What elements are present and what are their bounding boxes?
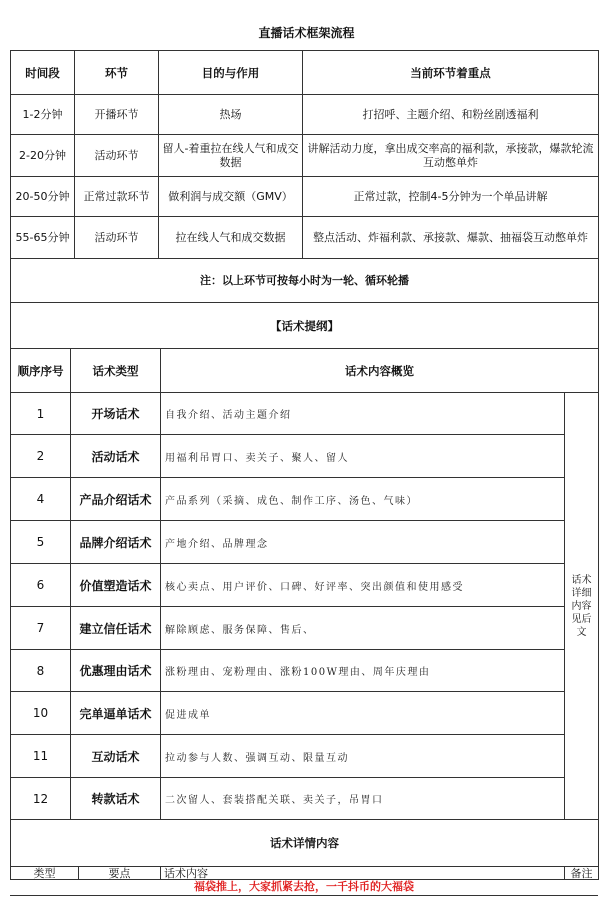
outline-header-row: [11, 349, 599, 393]
row-stage: 正常过款环节: [75, 177, 159, 217]
row-content: 促进成单: [161, 692, 565, 735]
row-time: 55-65分钟: [11, 217, 75, 259]
row-time: 20-50分钟: [11, 177, 75, 217]
outline-row: [11, 778, 599, 820]
row-type: 完单逼单话术: [71, 692, 161, 735]
document-title: 直播话术框架流程: [258, 26, 355, 40]
row-content: 用福利吊胃口、卖关子、聚人、留人: [161, 435, 565, 478]
outline-row: [11, 692, 599, 735]
header-category: 类型: [11, 867, 79, 880]
framework-row: [11, 177, 599, 217]
header-content: 话术内容概览: [161, 349, 599, 393]
row-seq: 2: [11, 435, 71, 478]
row-seq: 10: [11, 692, 71, 735]
row-type: 价值塑造话术: [71, 564, 161, 607]
row-purpose: 留人-着重拉在线人气和成交数据: [159, 135, 303, 177]
outline-section-title: 【话术提纲】: [11, 303, 599, 349]
row-focus: 讲解活动力度，拿出成交率高的福利款，承接款，爆款轮流互动憋单炸: [303, 135, 599, 177]
row-seq: 5: [11, 521, 71, 564]
header-key-points: 要点: [79, 867, 161, 880]
row-type: 品牌介绍话术: [71, 521, 161, 564]
row-purpose: 热场: [159, 95, 303, 135]
row-stage: 活动环节: [75, 217, 159, 259]
row-content: 涨粉理由、宠粉理由、涨粉100W理由、周年庆理由: [161, 650, 565, 692]
row-seq: 11: [11, 735, 71, 778]
row-type: 建立信任话术: [71, 607, 161, 650]
details-title-row: [11, 820, 599, 867]
row-stage: 开播环节: [75, 95, 159, 135]
header-type: 话术类型: [71, 349, 161, 393]
row-focus: 打招呼、主题介绍、和粉丝剧透福利: [303, 95, 599, 135]
header-focus: 当前环节着重点: [303, 51, 599, 95]
bottom-divider: [10, 895, 598, 896]
row-focus: 整点活动、炸福利款、承接款、爆款、抽福袋互动憋单炸: [303, 217, 599, 259]
outline-row: [11, 650, 599, 692]
outline-row: [11, 521, 599, 564]
row-purpose: 做利润与成交额（GMV）: [159, 177, 303, 217]
header-purpose: 目的与作用: [159, 51, 303, 95]
row-seq: 7: [11, 607, 71, 650]
framework-header-row: [11, 51, 599, 95]
outline-row: [11, 478, 599, 521]
row-type: 优惠理由话术: [71, 650, 161, 692]
framework-note: 注：以上环节可按每小时为一轮、循环轮播: [11, 259, 599, 303]
header-time: 时间段: [11, 51, 75, 95]
row-time: 2-20分钟: [11, 135, 75, 177]
header-stage: 环节: [75, 51, 159, 95]
outline-side-note: 话术详细内容见后文: [565, 393, 599, 820]
header-remarks: 备注: [565, 867, 599, 880]
header-script-content: 话术内容: [161, 867, 565, 880]
row-type: 产品介绍话术: [71, 478, 161, 521]
outline-table: [10, 348, 599, 820]
row-type: 活动话术: [71, 435, 161, 478]
row-seq: 1: [11, 393, 71, 435]
row-seq: 8: [11, 650, 71, 692]
outline-row: [11, 393, 599, 435]
outline-row: [11, 564, 599, 607]
row-type: 互动话术: [71, 735, 161, 778]
row-seq: 4: [11, 478, 71, 521]
outline-row: [11, 435, 599, 478]
details-table: [10, 819, 599, 880]
row-content: 解除顾虑、服务保障、售后、: [161, 607, 565, 650]
outline-row: [11, 607, 599, 650]
promo-text: 福袋推上，大家抓紧去抢，一千抖币的大福袋: [194, 880, 414, 893]
row-type: 开场话术: [71, 393, 161, 435]
row-content: 产地介绍、品牌理念: [161, 521, 565, 564]
row-focus: 正常过款，控制4-5分钟为一个单品讲解: [303, 177, 599, 217]
details-header-row: [11, 867, 599, 880]
framework-row: [11, 217, 599, 259]
row-content: 产品系列（采摘、成色、制作工序、汤色、气味）: [161, 478, 565, 521]
framework-note-row: [11, 259, 599, 303]
row-stage: 活动环节: [75, 135, 159, 177]
row-seq: 12: [11, 778, 71, 820]
row-content: 核心卖点、用户评价、口碑、好评率、突出颜值和使用感受: [161, 564, 565, 607]
outline-section-row: [11, 303, 599, 349]
framework-table: [10, 50, 599, 349]
framework-row: [11, 95, 599, 135]
framework-row: [11, 135, 599, 177]
row-seq: 6: [11, 564, 71, 607]
header-seq: 顺序序号: [11, 349, 71, 393]
row-type: 转款话术: [71, 778, 161, 820]
row-content: 自我介绍、活动主题介绍: [161, 393, 565, 435]
details-section-title: 话术详情内容: [11, 820, 599, 867]
row-purpose: 拉在线人气和成交数据: [159, 217, 303, 259]
row-content: 二次留人、套装搭配关联、卖关子，吊胃口: [161, 778, 565, 820]
row-content: 拉动参与人数、强调互动、限量互动: [161, 735, 565, 778]
row-time: 1-2分钟: [11, 95, 75, 135]
outline-row: [11, 735, 599, 778]
